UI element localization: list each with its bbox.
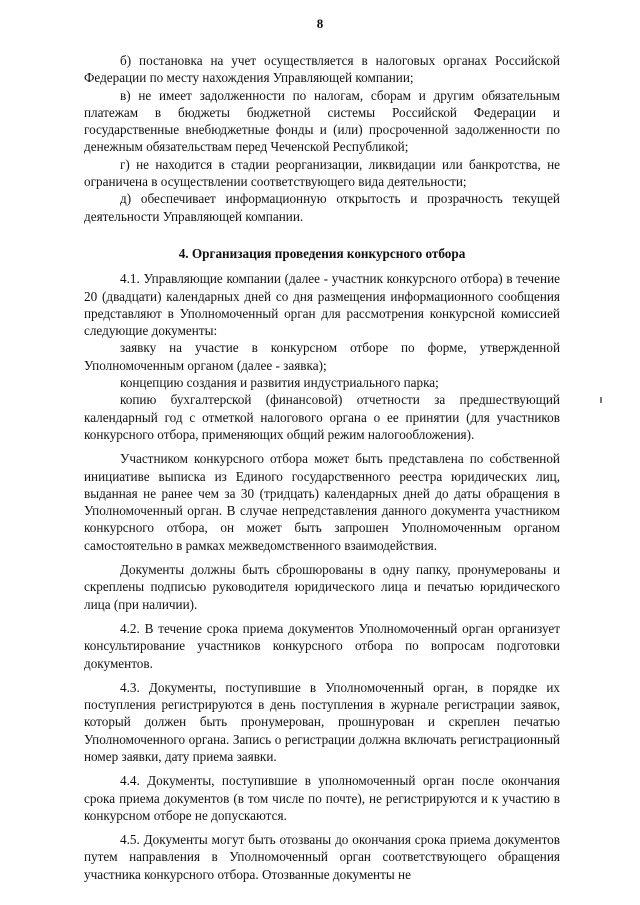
paragraph-v-no-debt: в) не имеет задолженности по налогам, сборам и другим обязательным платежам в бюджеты бюджетной системы Российской Федерации и государственные внебюджетные фонды и (или) просроченной задолженности по денежным обязательствам перед Чеченской Республикой; (84, 87, 560, 155)
paragraph-b-tax-registration: б) постановка на учет осуществляется в налоговых органах Российской Федерации по месту нахождения Управляющей компании; (84, 53, 560, 86)
paragraph-4-2: 4.2. В течение срока приема документов Уполномоченный орган организует консультирование участников конкурсного отбора по вопросам подготовки документов. (84, 620, 560, 671)
document-body (84, 52, 560, 883)
paragraph-4-1: 4.1. Управляющие компании (далее - участник конкурсного отбора) в течение 20 (двадцати) календарных дней со дня размещения информационного сообщения представляют в Уполномоченный орган для рассмотрения конкурсной комиссией следующие документы: (84, 271, 560, 339)
page-number: 8 (316, 16, 324, 31)
paragraph-documents-binding: Документы должны быть сброшюрованы в одну папку, пронумерованы и скреплены подписью руководителя юридического лица и печатью юридического лица (при наличии). (84, 562, 560, 612)
paragraph-concept: концепцию создания и развития индустриального парка; (120, 375, 439, 391)
paragraph-4-4: 4.4. Документы, поступившие в уполномоченный орган после окончания срока приема документов (в том числе по почте), не регистрируются и к участию в конкурсном отборе не допускаются. (84, 773, 560, 823)
section-heading: 4. Организация проведения конкурсного отбора (178, 245, 466, 261)
paragraph-4-5: 4.5. Документы могут быть отозваны до окончания срока приема документов путем направления в Уполномоченный орган соответствующего обращения участника конкурсного отбора. Отозванные документы не (84, 832, 560, 882)
scan-mark (600, 397, 602, 403)
paragraph-g-no-liquidation: г) не находится в стадии реорганизации, ликвидации или банкротства, не ограничена в осуществлении соответствующего вида деятельности; (84, 156, 560, 190)
paragraph-d-transparency: д) обеспечивает информационную открытость и прозрачность текущей деятельности Управляющей компании. (84, 191, 560, 224)
paragraph-application: заявку на участие в конкурсном отборе по форме, утвержденной Уполномоченным органом (далее - заявка); (84, 340, 560, 373)
paragraph-accounting-copy: копию бухгалтерской (финансовой) отчетности за предшествующий календарный год с отметкой налогового органа о ее принятии (для участников конкурсного отбора, применяющих общий режим налогообложения). (84, 392, 560, 442)
paragraph-registry-extract: Участником конкурсного отбора может быть представлена по собственной инициативе выписка из Единого государственного реестра юридических лиц, выданная не ранее чем за 30 (тридцать) календарных дней до даты обращения в Уполномоченный орган. В случае непредставления данного документа участником конкурсного отбора, он может быть запрошен Уполномоченным органом самостоятельно в рамках межведомственного взаимодействия. (84, 451, 560, 553)
paragraph-4-3: 4.3. Документы, поступившие в Уполномоченный орган, в порядке их поступления регистрируются в день поступления в журнале регистрации заявок, который должен быть пронумерован, прошнурован и скреплен печатью Уполномоченного органа. Запись о регистрации должна включать регистрационный номер заявки, дату приема заявки. (84, 679, 560, 764)
